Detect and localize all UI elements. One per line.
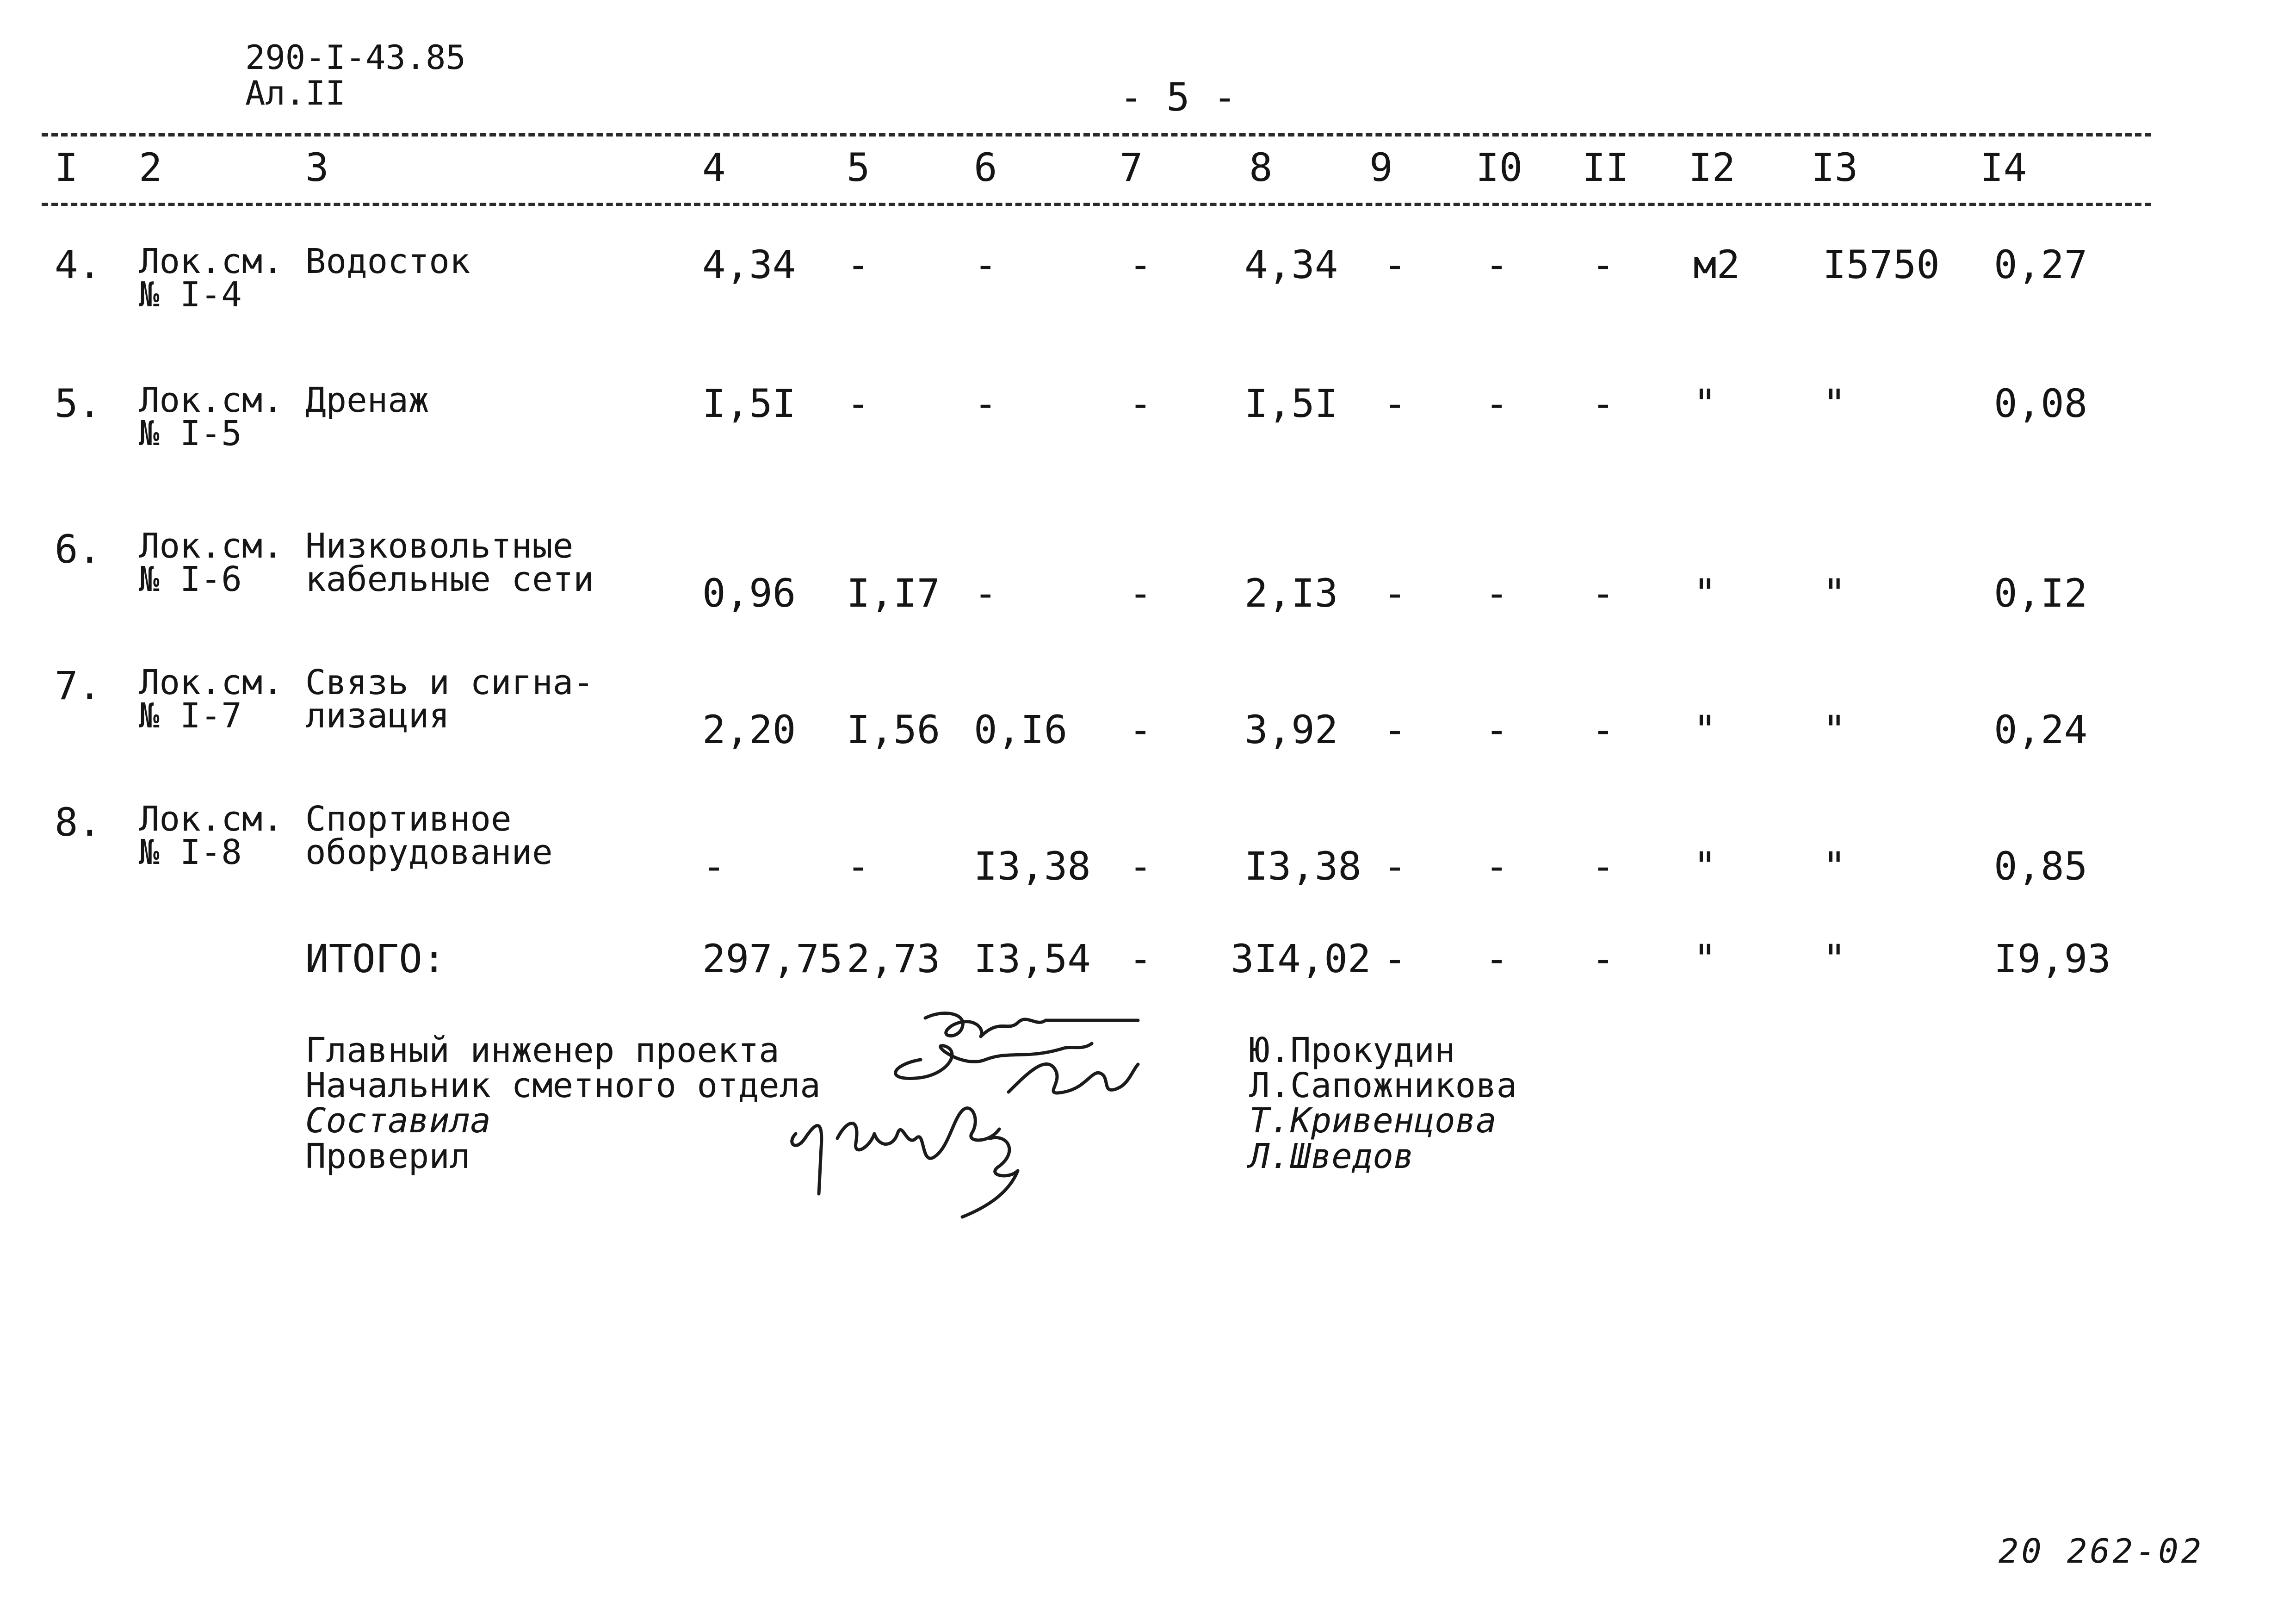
table-cell: 2,I3 (1244, 571, 1338, 616)
table-cell: " (1693, 844, 1717, 889)
header-rule (42, 203, 2151, 206)
signature-stroke (1009, 1064, 1138, 1093)
table-cell: " (1823, 571, 1846, 616)
signature-stroke (925, 1013, 1138, 1037)
table-cell: - (1485, 707, 1509, 752)
table-cell: I5750 (1823, 242, 1940, 287)
table-cell: 4,34 (702, 242, 796, 287)
table-cell: - (1383, 381, 1407, 426)
total-label: ИТОГО: (305, 936, 446, 981)
table-cell: - (1485, 844, 1509, 889)
row-ref: № I-8 (139, 832, 242, 872)
handwritten-signatures (768, 1000, 1184, 1277)
column-number: I (55, 145, 78, 190)
total-cell: 3I4,02 (1231, 936, 1371, 981)
table-cell: I,5I (1244, 381, 1338, 426)
table-cell: - (974, 242, 997, 287)
table-cell: - (1591, 844, 1615, 889)
table-cell: - (1129, 381, 1152, 426)
table-cell: 2,20 (702, 707, 796, 752)
table-cell: - (1485, 571, 1509, 616)
row-name: оборудование (305, 832, 553, 872)
total-cell: " (1693, 936, 1717, 981)
column-number: I3 (1811, 145, 1858, 190)
row-ref: Лок.см. (139, 799, 283, 839)
signature-stroke (962, 1137, 1018, 1217)
table-cell: 0,85 (1994, 844, 2088, 889)
archive-stamp: 20 262-02 (1999, 1532, 2204, 1571)
table-cell: 0,96 (702, 571, 796, 616)
name-compiled-by: Т.Кривенцова (1249, 1101, 1497, 1141)
table-cell: - (1383, 844, 1407, 889)
column-number: 9 (1369, 145, 1393, 190)
role-checked-by: Проверил (305, 1136, 470, 1176)
table-cell: - (847, 844, 870, 889)
row-number: 5. (55, 381, 102, 426)
total-cell: - (1129, 936, 1152, 981)
table-cell: " (1693, 381, 1717, 426)
role-compiled-by: Составила (305, 1101, 491, 1141)
table-cell: - (847, 381, 870, 426)
table-cell: - (974, 381, 997, 426)
name-chief-engineer: Ю.Прокудин (1249, 1031, 1455, 1070)
table-cell: 0,27 (1994, 242, 2088, 287)
table-cell: - (1129, 571, 1152, 616)
table-cell: 4,34 (1244, 242, 1338, 287)
column-number: 2 (139, 145, 162, 190)
total-cell: - (1485, 936, 1509, 981)
table-cell: - (1485, 381, 1509, 426)
column-number: 7 (1120, 145, 1143, 190)
table-cell: - (1591, 571, 1615, 616)
row-ref: Лок.см. (139, 242, 283, 281)
table-cell: - (702, 844, 726, 889)
row-ref: Лок.см. (139, 663, 283, 702)
page-number: - 5 - (1120, 75, 1237, 120)
column-number: 6 (974, 145, 997, 190)
column-number: 3 (305, 145, 329, 190)
row-number: 6. (55, 527, 102, 572)
table-cell: " (1823, 707, 1846, 752)
table-cell: 0,I6 (974, 707, 1068, 752)
total-cell: 2,73 (847, 936, 941, 981)
total-cell: " (1823, 936, 1846, 981)
table-cell: - (1591, 381, 1615, 426)
name-checked-by: Л.Шведов (1249, 1136, 1414, 1176)
column-number: II (1582, 145, 1629, 190)
total-cell: I3,54 (974, 936, 1091, 981)
top-rule (42, 133, 2151, 137)
total-cell: - (1383, 936, 1407, 981)
table-cell: - (847, 242, 870, 287)
row-ref: № I-6 (139, 559, 242, 599)
table-cell: - (974, 571, 997, 616)
row-name: Водосток (305, 242, 470, 281)
table-cell: 0,24 (1994, 707, 2088, 752)
total-cell: 297,75 (702, 936, 843, 981)
row-name: Спортивное (305, 799, 512, 839)
signature-stroke (837, 1108, 999, 1159)
signature-stroke (792, 1126, 822, 1194)
column-number: 4 (702, 145, 726, 190)
name-estimate-head: Л.Сапожникова (1249, 1066, 1517, 1106)
table-cell: - (1383, 242, 1407, 287)
row-number: 8. (55, 800, 102, 845)
row-number: 4. (55, 242, 102, 287)
row-ref: Лок.см. (139, 380, 283, 420)
table-cell: I,56 (847, 707, 941, 752)
column-number: I0 (1476, 145, 1523, 190)
row-name: кабельные сети (305, 559, 594, 599)
table-cell: - (1591, 707, 1615, 752)
row-number: 7. (55, 663, 102, 708)
signature-stroke (896, 1043, 1092, 1078)
table-cell: " (1693, 571, 1717, 616)
row-ref: Лок.см. (139, 526, 283, 566)
column-number: 5 (847, 145, 870, 190)
row-name: Связь и сигна- (305, 663, 594, 702)
row-ref: № I-7 (139, 696, 242, 736)
table-cell: - (1485, 242, 1509, 287)
role-estimate-head: Начальник сметного отдела (305, 1066, 821, 1106)
table-cell: 0,I2 (1994, 571, 2088, 616)
total-cell: - (1591, 936, 1615, 981)
table-cell: I,I7 (847, 571, 941, 616)
table-cell: I3,38 (1244, 844, 1362, 889)
signature-names (1249, 1033, 1517, 1174)
table-cell: 3,92 (1244, 707, 1338, 752)
signature-roles (305, 1033, 821, 1174)
document-code: 290-I-43.85 (245, 38, 466, 77)
row-ref: № I-5 (139, 414, 242, 453)
table-cell: " (1693, 707, 1717, 752)
column-number: I2 (1689, 145, 1736, 190)
table-cell: " (1823, 381, 1846, 426)
row-name: Дренаж (305, 380, 429, 420)
column-number: I4 (1980, 145, 2027, 190)
table-cell: - (1129, 707, 1152, 752)
row-name: Низковольтные (305, 526, 574, 566)
table-cell: I3,38 (974, 844, 1091, 889)
sheet-label: Ал.II (245, 74, 346, 112)
row-name: лизация (305, 696, 450, 736)
table-cell: I,5I (702, 381, 796, 426)
table-cell: - (1129, 844, 1152, 889)
table-cell: - (1383, 571, 1407, 616)
role-chief-engineer: Главный инженер проекта (305, 1031, 780, 1070)
table-cell: - (1591, 242, 1615, 287)
row-ref: № I-4 (139, 275, 242, 315)
total-cell: I9,93 (1994, 936, 2111, 981)
table-cell: - (1383, 707, 1407, 752)
table-cell: м2 (1693, 242, 1740, 287)
table-cell: - (1129, 242, 1152, 287)
table-cell: " (1823, 844, 1846, 889)
table-cell: 0,08 (1994, 381, 2088, 426)
column-number: 8 (1249, 145, 1273, 190)
